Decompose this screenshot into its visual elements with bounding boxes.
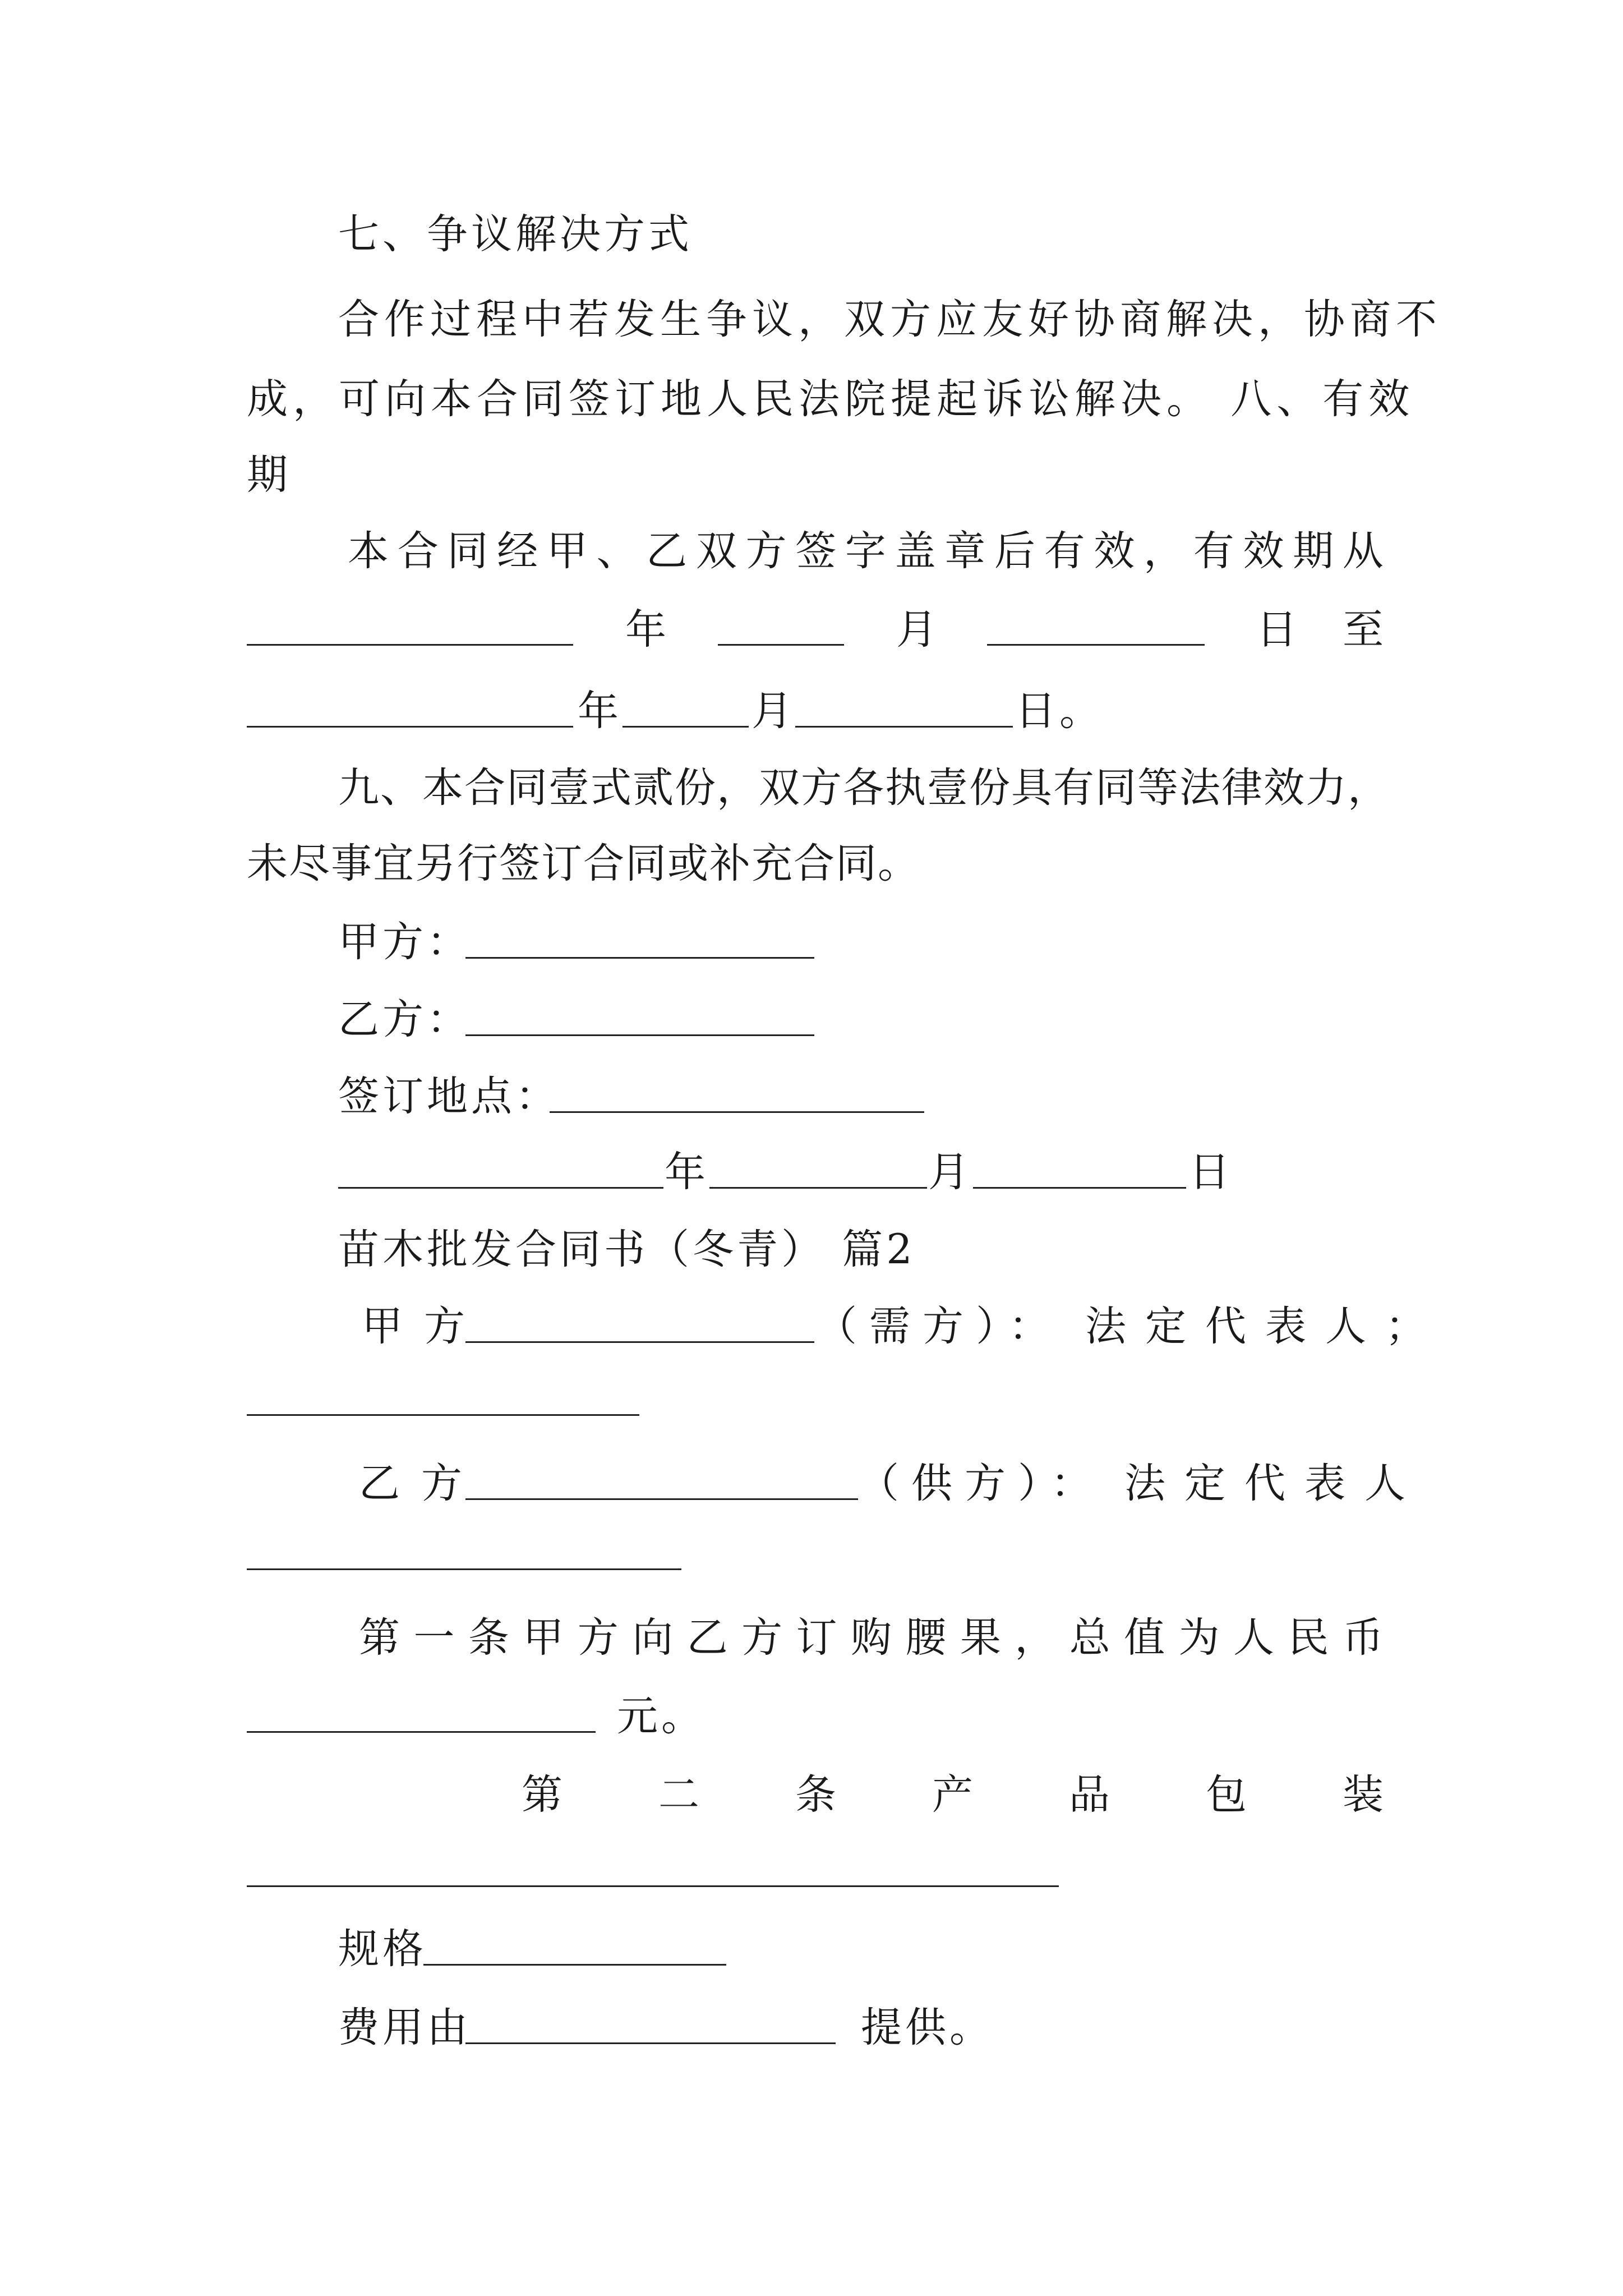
sign-day-label: 日 xyxy=(1189,1148,1233,1196)
date-to-day-blank[interactable] xyxy=(795,723,1013,728)
date-to-connector: 至 xyxy=(1343,606,1387,654)
date-to-month-blank[interactable] xyxy=(623,723,749,728)
section-7-body-line1: 合作过程中若发生争议，双方应友好协商解决，协商不 xyxy=(338,296,1442,343)
fee-tail: 提供。 xyxy=(861,2004,994,2051)
seller-role: （供方）： xyxy=(858,1460,1104,1507)
signing-place-blank[interactable] xyxy=(550,1108,924,1113)
article-1-tail: 元。 xyxy=(617,1692,706,1740)
fee-label: 费用由 xyxy=(338,2004,471,2051)
section-7-body-line2: 成，可向本合同签订地人民法院提起诉讼解决。 八、有效 xyxy=(247,375,1415,423)
date-to-day-label: 日。 xyxy=(1015,687,1104,735)
date-from-year-blank[interactable] xyxy=(247,641,573,646)
party-b-label: 乙方： xyxy=(338,996,471,1043)
packaging-blank[interactable] xyxy=(247,1882,1059,1887)
total-value-blank[interactable] xyxy=(247,1728,596,1733)
article-2: 第 二 条 产 品 包 装 xyxy=(522,1771,1384,1819)
section-7-title: 七、争议解决方式 xyxy=(338,210,693,258)
section-9-body-line2: 未尽事宜另行签订合同或补充合同。 xyxy=(247,840,920,887)
seller-representative-blank[interactable] xyxy=(247,1565,681,1570)
spec-label: 规格 xyxy=(338,1925,427,1973)
date-from-day-blank[interactable] xyxy=(987,641,1205,646)
sign-year-label: 年 xyxy=(665,1148,709,1196)
date-from-month-blank[interactable] xyxy=(718,641,844,646)
party-b-blank[interactable] xyxy=(465,1031,814,1036)
buyer-role: （需方）： xyxy=(816,1303,1062,1350)
party-a-blank[interactable] xyxy=(465,954,814,959)
validity-clause: 本 合 同 经 甲 、 乙 双 方 签 字 盖 章 后 有 效 ， 有 效 期 从 xyxy=(348,527,1384,575)
sign-month-label: 月 xyxy=(928,1148,972,1196)
date-to-year-blank[interactable] xyxy=(247,723,573,728)
buyer-name-blank[interactable] xyxy=(465,1338,814,1343)
date-to-month-label: 月 xyxy=(751,687,796,735)
signing-place-label: 签订地点： xyxy=(338,1073,560,1120)
sign-day-blank[interactable] xyxy=(973,1184,1186,1189)
fee-payer-blank[interactable] xyxy=(465,2039,836,2044)
party-a-label: 甲方： xyxy=(338,918,471,966)
seller-name-blank[interactable] xyxy=(465,1495,858,1500)
sign-year-blank[interactable] xyxy=(338,1184,663,1189)
part-2-title: 苗木批发合同书（冬青） 篇2 xyxy=(338,1226,916,1273)
section-8-title-tail: 期 xyxy=(247,451,291,499)
spec-blank[interactable] xyxy=(423,1961,726,1966)
seller-label: 乙方 xyxy=(359,1460,483,1507)
sign-month-blank[interactable] xyxy=(709,1184,927,1189)
buyer-representative-label: 法定代表人； xyxy=(1085,1303,1445,1350)
date-from-month-label: 月 xyxy=(896,606,940,654)
date-to-year-label: 年 xyxy=(578,687,622,735)
buyer-label: 甲方 xyxy=(362,1303,486,1350)
buyer-representative-blank[interactable] xyxy=(247,1411,639,1416)
article-1: 第 一 条 甲 方 向 乙 方 订 购 腰 果 ， 总 值 为 人 民 币 xyxy=(359,1614,1384,1662)
seller-representative-label: 法定代表人 xyxy=(1124,1460,1424,1507)
date-from-day-label: 日 xyxy=(1256,606,1301,654)
section-9-body-line1: 九、本合同壹式贰份，双方各执壹份具有同等法律效力， xyxy=(338,764,1390,812)
date-from-year-label: 年 xyxy=(625,606,670,654)
